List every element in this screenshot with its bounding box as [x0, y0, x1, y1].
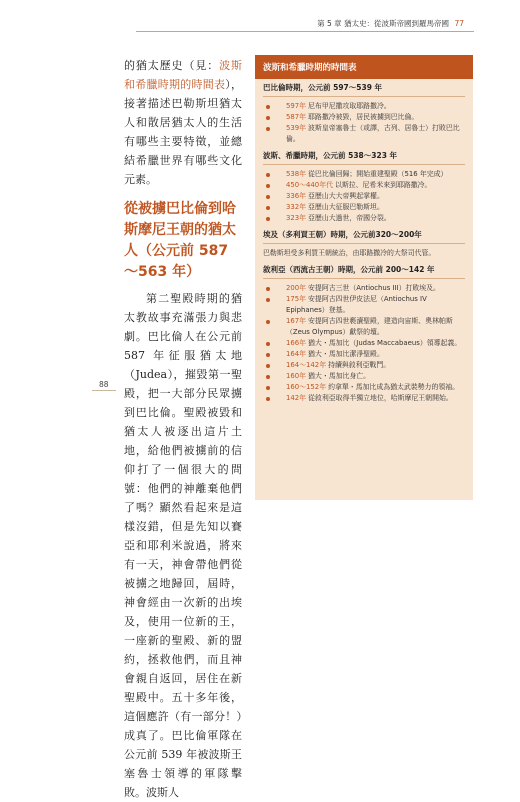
- period-title: 波斯、希臘時期，公元前 538～323 年: [263, 151, 398, 160]
- bullet-icon: [266, 342, 270, 346]
- bullet-icon: [266, 173, 270, 177]
- period-rule: [263, 243, 465, 244]
- timeline-entry: [263, 169, 465, 180]
- timeline-entry: [263, 393, 465, 404]
- bullet-icon: [266, 116, 270, 120]
- timeline-entry: [263, 191, 465, 202]
- timeline-entry: [263, 213, 465, 224]
- bullet-icon: [266, 364, 270, 368]
- timeline-period: [263, 229, 465, 259]
- entry-year: 166年: [286, 339, 307, 347]
- entry-text: 亞歷山大過世，帝國分裂。: [308, 214, 391, 222]
- header-rule: [136, 31, 474, 32]
- timeline-period: [263, 82, 465, 145]
- entry-text: 猶大・馬加比身亡。: [308, 372, 371, 380]
- intro-text-after: ），接著描述巴勒斯坦猶太人和散居猶太人的生活有哪些主要特徵，並總結希臘世界有哪些文化元素。: [124, 78, 242, 186]
- bullet-icon: [266, 127, 270, 131]
- timeline-entry: [263, 338, 465, 349]
- entry-year: 160～152年: [286, 383, 327, 391]
- intro-paragraph: [124, 56, 242, 189]
- bullet-icon: [266, 217, 270, 221]
- timeline-entry: [263, 294, 465, 316]
- period-rule: [263, 278, 465, 279]
- entry-text: 約拿單・馬加比成為猶太武裝勢力的領袖。: [328, 383, 460, 391]
- entry-text: 猶大・馬加比（Judas Maccabaeus）領導起義。: [308, 339, 462, 347]
- period-rule: [263, 164, 465, 165]
- entry-text: 安提阿古四世伊皮法尼（Antiochus IV Epiphanes）登基。: [286, 295, 427, 314]
- entry-text: 耶路撒冷被毀，居民被擄到巴比倫。: [308, 113, 419, 121]
- chapter-title: 猶太史：從波斯帝國到羅馬帝國: [344, 19, 450, 28]
- timeline-reference-link[interactable]: 波斯和希臘時期的時間表: [124, 59, 243, 91]
- timeline-sidebar: [255, 55, 473, 500]
- period-rule: [263, 96, 465, 97]
- entry-year: 164～142年: [286, 361, 327, 369]
- entry-text: 從巴比倫回歸；開始重建聖殿（516 年完成）: [308, 170, 448, 178]
- period-title: 巴比倫時期，公元前 597～539 年: [263, 83, 383, 92]
- entry-text: 尼布甲尼撒攻取耶路撒冷。: [308, 102, 391, 110]
- entry-text: 亞歷山大征服巴勒斯坦。: [308, 203, 384, 211]
- entry-text: 安提阿古三世（Antiochus III）打敗埃及。: [308, 284, 440, 292]
- timeline-entry: [263, 180, 465, 191]
- timeline-entry: [263, 202, 465, 213]
- entry-year: 160年: [286, 372, 307, 380]
- entry-year: 332年: [286, 203, 307, 211]
- timeline-period: [263, 150, 465, 224]
- entry-text: 猶大・馬加比潔淨聖殿。: [308, 350, 384, 358]
- timeline-entry: [263, 316, 465, 338]
- timeline-periods: [255, 79, 473, 404]
- running-header: [264, 18, 464, 29]
- entry-year: 336年: [286, 192, 307, 200]
- entry-year: 175年: [286, 295, 307, 303]
- body-paragraph: 第二聖殿時期的猶太教故事充滿張力與悲劇。巴比倫人在公元前 587 年征服猶太地（Judea），摧毀第一聖殿，把一大部分民眾擄到巴比倫。聖殿被毀和猶太人被逐出這片土地，給他們被擄前的信仰打了一個很大的問號：他們的神離棄他們了嗎？顯然看起來是這樣沒錯，但是先知以賽亞和耶利米說過，將來有一天，神會帶他們從被擄之地歸回，屆時，神會經由一次新的出埃及，使用一位新的王，一座新的聖殿、新的盟約，拯救他們，而且神會親自返回，居住在新聖殿中。五十多年後，這個應許（有一部分！）成真了。巴比倫軍隊在公元前 539 年被波斯王塞魯士領導的軍隊擊敗。波斯人: [124, 292, 242, 799]
- timeline-entry: [263, 360, 465, 371]
- chapter-label: 第 5 章: [317, 19, 342, 28]
- timeline-entry: [263, 349, 465, 360]
- entry-year: 167年: [286, 317, 307, 325]
- entry-year: 200年: [286, 284, 307, 292]
- main-column: [124, 56, 242, 802]
- bullet-icon: [266, 397, 270, 401]
- bullet-icon: [266, 386, 270, 390]
- timeline-entry: [263, 382, 465, 393]
- timeline-entry: [263, 283, 465, 294]
- bullet-icon: [266, 195, 270, 199]
- margin-line: [92, 390, 116, 391]
- entry-text: 波斯皇帝塞魯士（或譯，古列、居魯士）打敗巴比倫。: [286, 124, 460, 143]
- bullet-icon: [266, 206, 270, 210]
- timeline-title: 波斯和希臘時期的時間表: [255, 55, 473, 79]
- period-title: 埃及（多利買王朝）時期，公元前320～200年: [263, 230, 422, 239]
- bullet-icon: [266, 298, 270, 302]
- section-heading: 從被擄巴比倫到哈斯摩尼王朝的猶太人（公元前 587～563 年）: [124, 201, 236, 280]
- intro-text-before: 的猶太歷史（見：: [124, 59, 220, 72]
- entry-text: 持續與敘利亞戰鬥。: [328, 361, 391, 369]
- entry-year: 587年: [286, 113, 307, 121]
- bullet-icon: [266, 353, 270, 357]
- entry-year: 323年: [286, 214, 307, 222]
- bullet-icon: [266, 105, 270, 109]
- entry-year: 164年: [286, 350, 307, 358]
- timeline-entry: [263, 112, 465, 123]
- period-title: 敘利亞（西流古王朝）時期，公元前 200～142 年: [263, 265, 435, 274]
- entry-text: 從敘利亞取得半獨立地位，哈斯摩尼王朝開始。: [308, 394, 453, 402]
- entry-year: 539年: [286, 124, 307, 132]
- timeline-period: [263, 264, 465, 404]
- entry-text: 亞歷山大大帝興起掌權。: [308, 192, 384, 200]
- entry-text: 以斯拉、尼希米來到耶路撒冷。: [334, 181, 432, 189]
- bullet-icon: [266, 320, 270, 324]
- period-note: 巴勒斯坦受多利買王朝統治，由耶路撒冷的大祭司代管。: [263, 249, 436, 257]
- bullet-icon: [266, 287, 270, 291]
- entry-year: 538年: [286, 170, 307, 178]
- header-page-number: 77: [454, 19, 464, 28]
- entry-year: 597年: [286, 102, 307, 110]
- page-number: 88: [99, 380, 109, 389]
- timeline-entry: [263, 123, 465, 145]
- timeline-entry: [263, 371, 465, 382]
- timeline-entry: [263, 101, 465, 112]
- entry-year: 142年: [286, 394, 307, 402]
- bullet-icon: [266, 375, 270, 379]
- bullet-icon: [266, 184, 270, 188]
- entry-year: 450～440年代: [286, 181, 333, 189]
- entry-text: 安提阿古四世褻瀆聖殿，建造向宙斯、奧林帕斯（Zeus Olympus）獻祭的壇。: [286, 317, 453, 336]
